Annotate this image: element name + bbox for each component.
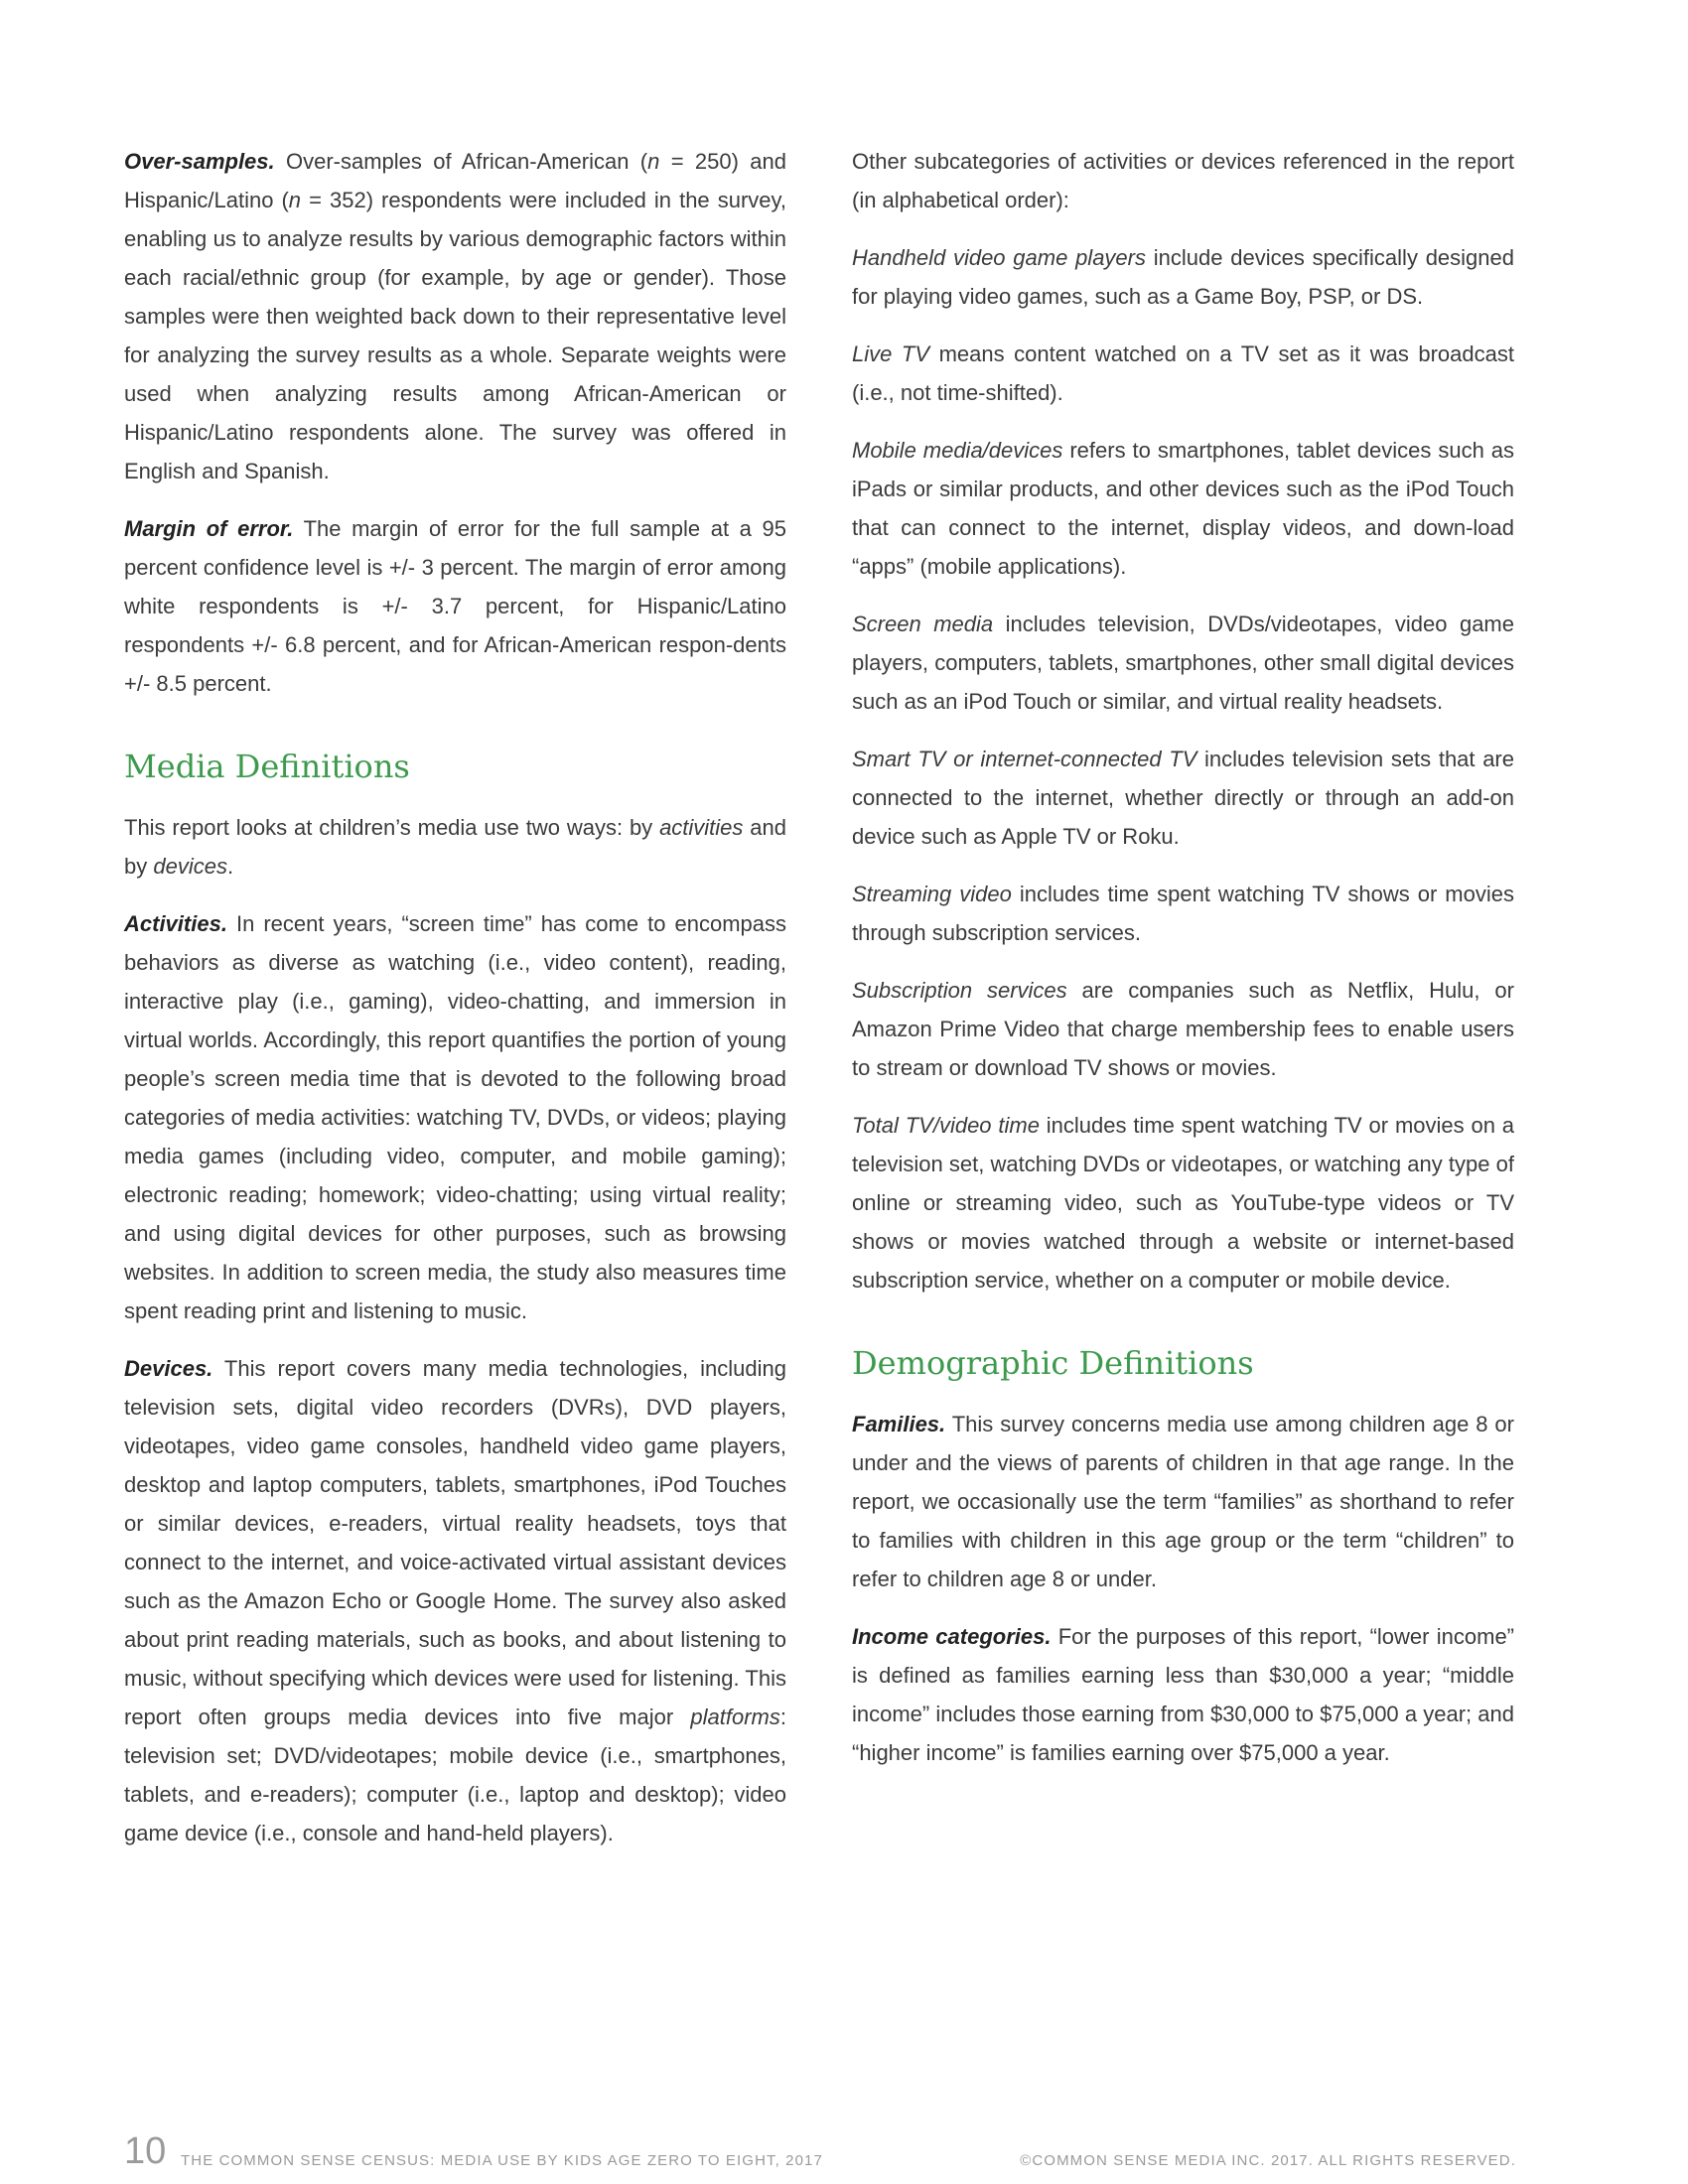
page-number: 10 xyxy=(124,2130,167,2172)
intro-activities-term: activities xyxy=(659,815,744,840)
mobile-definition xyxy=(852,431,1514,586)
subscription-term: Subscription services xyxy=(852,978,1067,1003)
families-text: This survey concerns media use among children age 8 or under and the views of parents of children in that age range. In the report, we occasionally use the term “families” as shorthand to refer to families with children in this age group or the term “children” to refer to children age 8 or under. xyxy=(852,1412,1514,1591)
streaming-text: includes time spent watching TV shows or movies through subscription services. xyxy=(852,882,1514,945)
subscription-text: are companies such as Netflix, Hulu, or Amazon Prime Video that charge membership fees to enable users to stream or download TV shows or movies. xyxy=(852,978,1514,1080)
intro-text-1: This report looks at children’s media use two ways: by xyxy=(124,815,660,840)
income-paragraph xyxy=(852,1617,1514,1772)
streaming-term: Streaming video xyxy=(852,882,1012,906)
oversamples-text-2: = 250) and Hispanic/Latino ( xyxy=(124,149,786,212)
devices-paragraph xyxy=(124,1349,786,1852)
income-text: For the purposes of this report, “lower income” is defined as families earning less than $30,000 a year; “middle income” includes those earning from $30,000 to $75,000 a year; and “higher income” is families earning over $75,000 a year. xyxy=(852,1624,1514,1765)
subscription-definition xyxy=(852,971,1514,1087)
demographic-definitions-heading: Demographic Definitions xyxy=(852,1344,1254,1382)
oversamples-n-1: n xyxy=(647,149,660,174)
oversamples-n-2: n xyxy=(288,188,302,212)
handheld-text: include devices specifically designed for playing video games, such as a Game Boy, PSP, or DS. xyxy=(852,245,1514,309)
devices-text-2: : television set; DVD/videotapes; mobile device (i.e., smartphones, tablets, and e-readers); computer (i.e., laptop and desktop); video game device (i.e., console and hand-held players). xyxy=(124,1705,786,1845)
screen-media-definition xyxy=(852,605,1514,721)
live-tv-definition xyxy=(852,335,1514,412)
live-tv-term: Live TV xyxy=(852,341,930,366)
smart-tv-definition xyxy=(852,740,1514,856)
screen-media-text: includes television, DVDs/videotapes, video game players, computers, tablets, smartphones, other small digital devices such as an iPod Touch or similar, and virtual reality headsets. xyxy=(852,612,1514,714)
devices-platforms-term: platforms xyxy=(690,1705,780,1729)
total-tv-text: includes time spent watching TV or movies on a television set, watching DVDs or videotapes, or watching any type of online or streaming video, such as YouTube-type videos or TV shows or movies watched through a website or internet-based subscription service, whether on a computer or mobile device. xyxy=(852,1113,1514,1293)
intro-text-3: . xyxy=(226,854,234,879)
devices-text-1: This report covers many media technologies, including television sets, digital video recorders (DVRs), DVD players, videotapes, video game consoles, handheld video game players, desktop and laptop computers, tablets, smartphones, iPod Touches or similar devices, e-readers, virtual reality headsets, toys that connect to the internet, and voice-activated virtual assistant devices such as the Amazon Echo or Google Home. The survey also asked about print reading materials, such as books, and about listening to music, without specifying which devices were used for listening. This report often groups media devices into five major xyxy=(124,1356,786,1729)
margin-lead: Margin of error. xyxy=(124,516,294,541)
screen-media-term: Screen media xyxy=(852,612,994,636)
activities-paragraph xyxy=(124,904,786,1330)
families-lead: Families. xyxy=(852,1412,946,1436)
mobile-text: refers to smartphones, tablet devices such as iPads or similar products, and other devices such as the iPod Touch that can connect to the internet, display videos, and down-load “apps” (mobile applications). xyxy=(852,438,1515,579)
media-intro-paragraph xyxy=(124,808,786,886)
smart-tv-term: Smart TV or internet-connected TV xyxy=(852,747,1197,771)
intro-devices-term: devices xyxy=(153,854,227,879)
oversamples-lead: Over-samples. xyxy=(124,149,275,174)
page-footer xyxy=(124,2130,1516,2180)
footer-copyright: ©COMMON SENSE MEDIA INC. 2017. ALL RIGHTS RESERVED. xyxy=(1020,2152,1516,2169)
handheld-definition xyxy=(852,238,1514,316)
streaming-definition xyxy=(852,875,1514,952)
margin-of-error-paragraph xyxy=(124,509,786,703)
total-tv-term: Total TV/video time xyxy=(852,1113,1040,1138)
activities-text: In recent years, “screen time” has come to encompass behaviors as diverse as watching (i.e., video content), reading, interactive play (i.e., gaming), video-chatting, and immersion in virtual worlds. Accordingly, this report quantifies the portion of young people’s screen media time that is devoted to the following broad categories of media activities: watching TV, DVDs, or videos; playing media games (including video, computer, and mobile gaming); electronic reading; homework; video-chatting; using virtual reality; and using digital devices for other purposes, such as browsing websites. In addition to screen media, the study also measures time spent reading print and listening to music. xyxy=(124,911,786,1323)
subcategories-intro: Other subcategories of activities or devices referenced in the report (in alphabetical order): xyxy=(852,149,1514,212)
margin-text: The margin of error for the full sample at a 95 percent confidence level is +/- 3 percent. The margin of error among white respondents is +/- 3.7 percent, for Hispanic/Latino respondents +/- 6.8 percent, and for African-American respon-dents +/- 8.5 percent. xyxy=(124,516,786,696)
smart-tv-text: includes television sets that are connected to the internet, whether directly or through an add-on device such as Apple TV or Roku. xyxy=(852,747,1514,849)
total-tv-definition xyxy=(852,1106,1514,1299)
oversamples-text-3: = 352) respondents were included in the survey, enabling us to analyze results by various demographic factors within each racial/ethnic group (for example, by age or gender). Those samples were then weighted back down to their representative level for analyzing the survey results as a whole. Separate weights were used when analyzing results among African-American or Hispanic/Latino respondents alone. The survey was offered in English and Spanish. xyxy=(124,188,786,483)
devices-lead: Devices. xyxy=(124,1356,213,1381)
families-paragraph xyxy=(852,1405,1514,1598)
activities-lead: Activities. xyxy=(124,911,227,936)
handheld-term: Handheld video game players xyxy=(852,245,1146,270)
mobile-term: Mobile media/devices xyxy=(852,438,1063,463)
live-tv-text: means content watched on a TV set as it was broadcast (i.e., not time-shifted). xyxy=(852,341,1514,405)
oversamples-paragraph xyxy=(124,142,786,490)
income-lead: Income categories. xyxy=(852,1624,1052,1649)
media-definitions-heading: Media Definitions xyxy=(124,748,410,785)
left-column xyxy=(124,142,786,1871)
oversamples-text-1: Over-samples of African-American ( xyxy=(274,149,648,174)
intro-text-2: and by xyxy=(124,815,786,879)
footer-report-title: THE COMMON SENSE CENSUS: MEDIA USE BY KIDS AGE ZERO TO EIGHT, 2017 xyxy=(181,2152,823,2169)
right-column xyxy=(852,142,1514,1791)
